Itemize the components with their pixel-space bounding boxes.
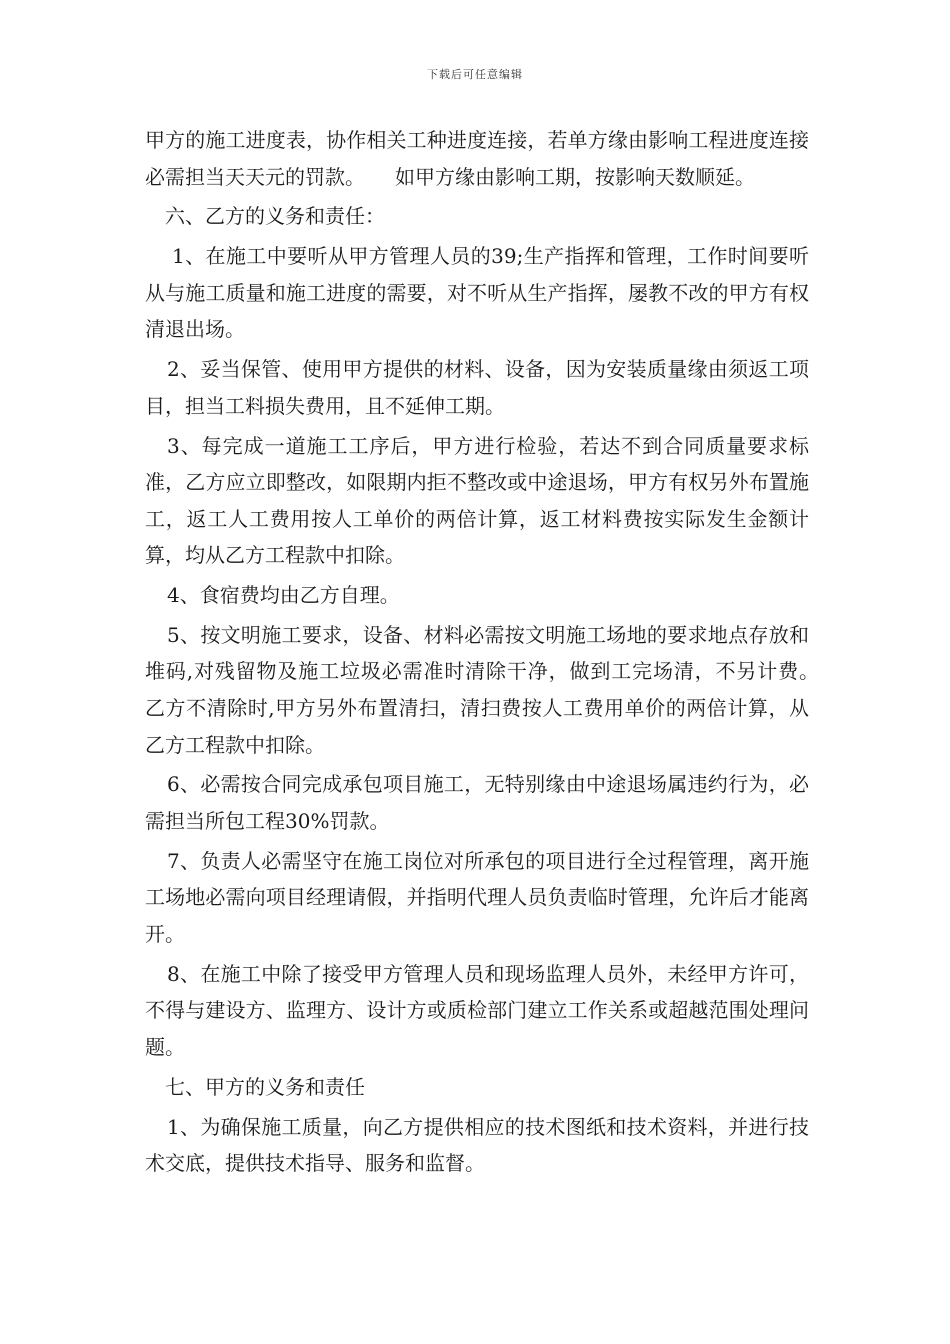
clause-6-3: 3、每完成一道施工工序后，甲方进行检验，若达不到合同质量要求标准，乙方应立即整改，如限期内拒不整改或中途退场，甲方有权另外布置施工，返工人工费用按人工单价的两倍计算，返工材料费按实际发生金额计算，均从乙方工程款中扣除。 bbox=[145, 433, 809, 568]
section-heading-seven: 七、甲方的义务和责任 bbox=[165, 1074, 365, 1099]
clause-6-6: 6、必需按合同完成承包项目施工，无特别缘由中途退场属违约行为，必需担当所包工程30%罚款。 bbox=[145, 772, 809, 833]
clause-6-1: 1、在施工中要听从甲方管理人员的39;生产指挥和管理，工作时间要听从与施工质量和施工进度的需要，对不听从生产指挥，屡教不改的甲方有权清退出场。 bbox=[145, 244, 809, 342]
clause-7-1: 1、为确保施工质量，向乙方提供相应的技术图纸和技术资料，并进行技术交底，提供技术指导、服务和监督。 bbox=[145, 1114, 809, 1176]
page-header: 下载后可任意编辑 bbox=[427, 68, 523, 81]
clause-6-8: 8、在施工中除了接受甲方管理人员和现场监理人员外，未经甲方许可，不得与建设方、监理方、设计方或质检部门建立工作关系或超越范围处理问题。 bbox=[145, 961, 809, 1059]
document-body bbox=[145, 122, 849, 1185]
paragraph-schedule: 甲方的施工进度表，协作相关工种进度连接，若单方缘由影响工程进度连接必需担当天天元的罚款。 如甲方缘由影响工期，按影响天数顺延。 bbox=[145, 128, 809, 189]
clause-6-4: 4、食宿费均由乙方自理。 bbox=[167, 583, 400, 608]
section-heading-six: 六、乙方的义务和责任： bbox=[165, 204, 385, 229]
clause-6-5: 5、按文明施工要求，设备、材料必需按文明施工场地的要求地点存放和堆码,对残留物及施工垃圾必需准时清除干净，做到工完场清，不另计费。 乙方不清除时,甲方另外布置清扫，清扫费按人工费用单价的两倍计算，从乙方工程款中扣除。 bbox=[145, 622, 849, 757]
clause-6-7: 7、负责人必需坚守在施工岗位对所承包的项目进行全过程管理，离开施工场地必需向项目经理请假，并指明代理人员负责临时管理，允许后才能离开。 bbox=[145, 848, 809, 946]
clause-6-2: 2、妥当保管、使用甲方提供的材料、设备，因为安装质量缘由须返工项目，担当工料损失费用，且不延伸工期。 bbox=[145, 357, 809, 418]
